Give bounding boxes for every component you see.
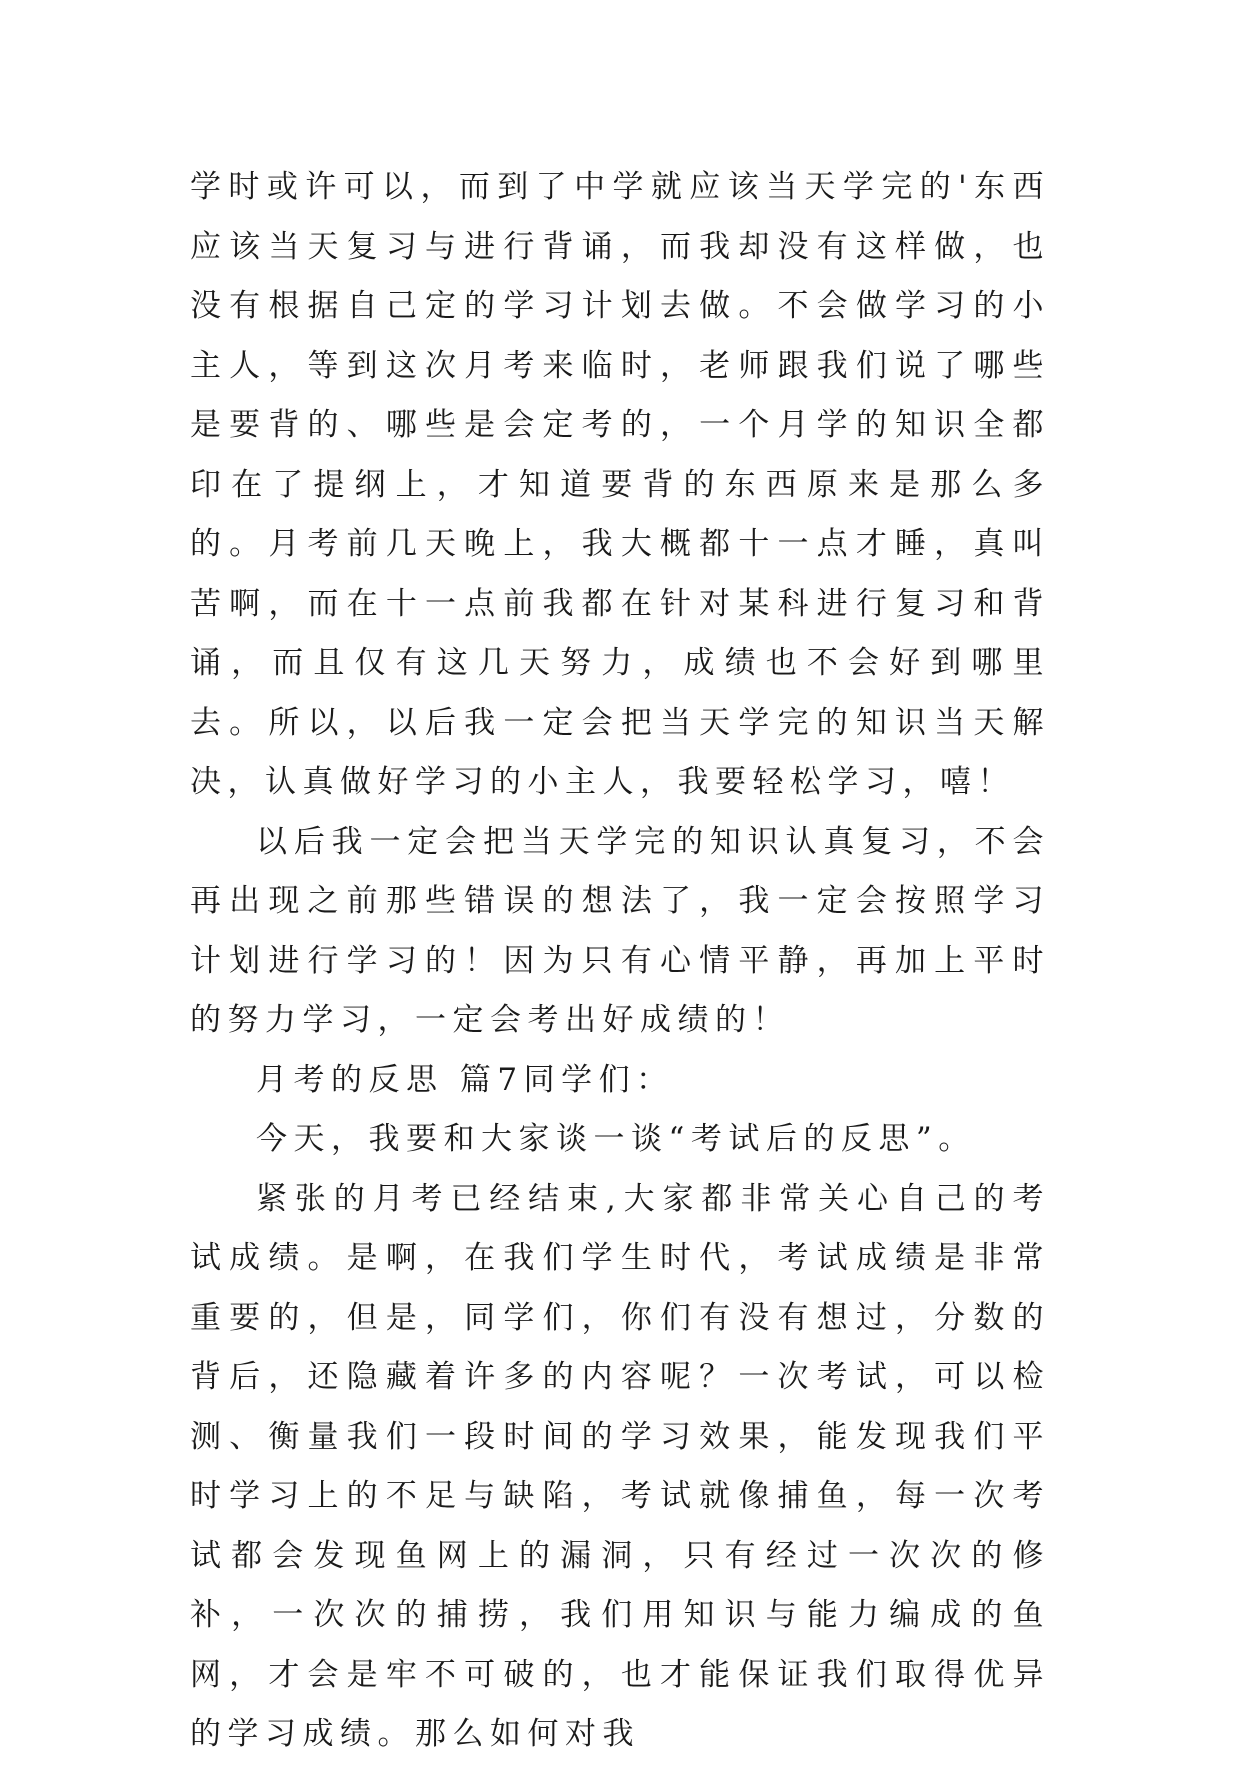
paragraph-resolution: 以后我一定会把当天学完的知识认真复习，不会再出现之前那些错误的想法了，我一定会按照学习计划进行学习的！因为只有心情平静，再加上平时的努力学习，一定会考出好成绩的！: [190, 823, 1050, 1038]
paragraph-continuation: 学时或许可以，而到了中学就应该当天学完的'东西应该当天复习与进行背诵，而我却没有这样做，也没有根据自己定的学习计划去做。不会做学习的小主人，等到这次月考来临时，老师跟我们说了哪些是要背的、哪些是会定考的，一个月学的知识全都印在了提纲上，才知道要背的东西原来是那么多的。月考前几天晚上，我大概都十一点才睡，真叫苦啊，而在十一点前我都在针对某科进行复习和背诵，而且仅有这几天努力，成绩也不会好到哪里去。所以，以后我一定会把当天学完的知识当天解决，认真做好学习的小主人，我要轻松学习，嘻！: [190, 169, 1050, 800]
paragraph-intro: 今天，我要和大家谈一谈“考试后的反思”。: [256, 1121, 976, 1157]
document-body: [190, 158, 1050, 1765]
section-heading-article-7: 月考的反思 篇7同学们：: [256, 1061, 674, 1098]
paragraph-reflection: 紧张的月考已经结束,大家都非常关心自己的考试成绩。是啊，在我们学生时代，考试成绩是非常重要的，但是，同学们，你们有没有想过，分数的背后，还隐藏着许多的内容呢？一次考试，可以检测、衡量我们一段时间的学习效果，能发现我们平时学习上的不足与缺陷，考试就像捕鱼，每一次考试都会发现鱼网上的漏洞，只有经过一次次的修补，一次次的捕捞，我们用知识与能力编成的鱼网，才会是牢不可破的，也才能保证我们取得优异的学习成绩。那么如何对我: [190, 1180, 1050, 1752]
